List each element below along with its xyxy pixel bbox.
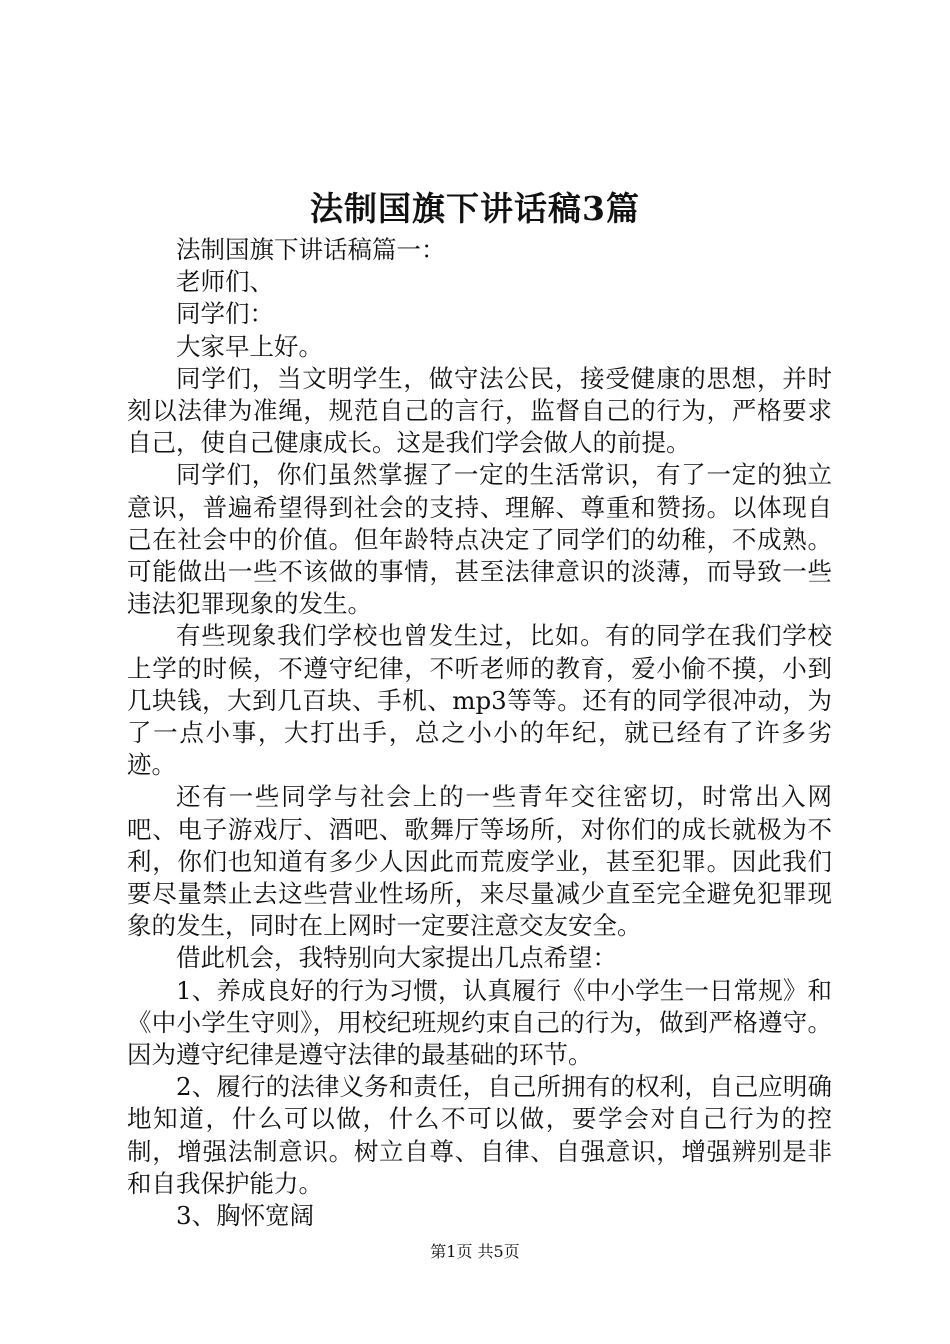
paragraph: 同学们，当文明学生，做守法公民，接受健康的思想，并时刻以法律为准绳，规范自己的言行，监督自己的行为，严格要求自己，使自己健康成长。这是我们学会做人的前提。 xyxy=(127,363,832,458)
paragraph: 老师们、 xyxy=(176,267,274,297)
page-footer: 第1页 共5页 xyxy=(430,1242,520,1261)
paragraph: 借此机会，我特别向大家提出几点希望： xyxy=(176,943,617,973)
document-body xyxy=(127,234,832,1232)
paragraph: 2、履行的法律义务和责任，自己所拥有的权利，自己应明确地知道，什么可以做，什么不可以做，要学会对自己行为的控制，增强法制意识。树立自尊、自律、自强意识，增强辨别是非和自我保护能力。 xyxy=(127,1072,832,1198)
paragraph: 还有一些同学与社会上的一些青年交往密切，时常出入网吧、电子游戏厅、酒吧、歌舞厅等场所，对你们的成长就极为不利，你们也知道有多少人因此而荒废学业，甚至犯罪。因此我们要尽量禁止去这些营业性场所，来尽量减少直至完全避免犯罪现象的发生，同时在上网时一定要注意交友安全。 xyxy=(127,782,832,941)
paragraph: 法制国旗下讲话稿篇一： xyxy=(176,235,446,264)
paragraph: 1、养成良好的行为习惯，认真履行《中小学生一日常规》和《中小学生守则》，用校纪班规约束自己的行为，做到严格遵守。因为遵守纪律是遵守法律的最基础的环节。 xyxy=(127,975,832,1070)
paragraph: 大家早上好。 xyxy=(176,331,323,361)
paragraph: 同学们： xyxy=(176,299,274,329)
document-title: 法制国旗下讲话稿3篇 xyxy=(310,189,640,228)
paragraph: 有些现象我们学校也曾发生过，比如。有的同学在我们学校上学的时候，不遵守纪律，不听老师的教育，爱小偷不摸，小到几块钱，大到几百块、手机、mp3等等。还有的同学很冲动，为了一点小事，大打出手，总之小小的年纪，就已经有了许多劣迹。 xyxy=(127,621,832,780)
paragraph: 同学们，你们虽然掌握了一定的生活常识，有了一定的独立意识，普遍希望得到社会的支持、理解、尊重和赞扬。以体现自己在社会中的价值。但年龄特点决定了同学们的幼稚，不成熟。可能做出一些不该做的事情，甚至法律意识的淡薄，而导致一些违法犯罪现象的发生。 xyxy=(127,460,832,619)
paragraph: 3、胸怀宽阔 xyxy=(176,1201,315,1231)
